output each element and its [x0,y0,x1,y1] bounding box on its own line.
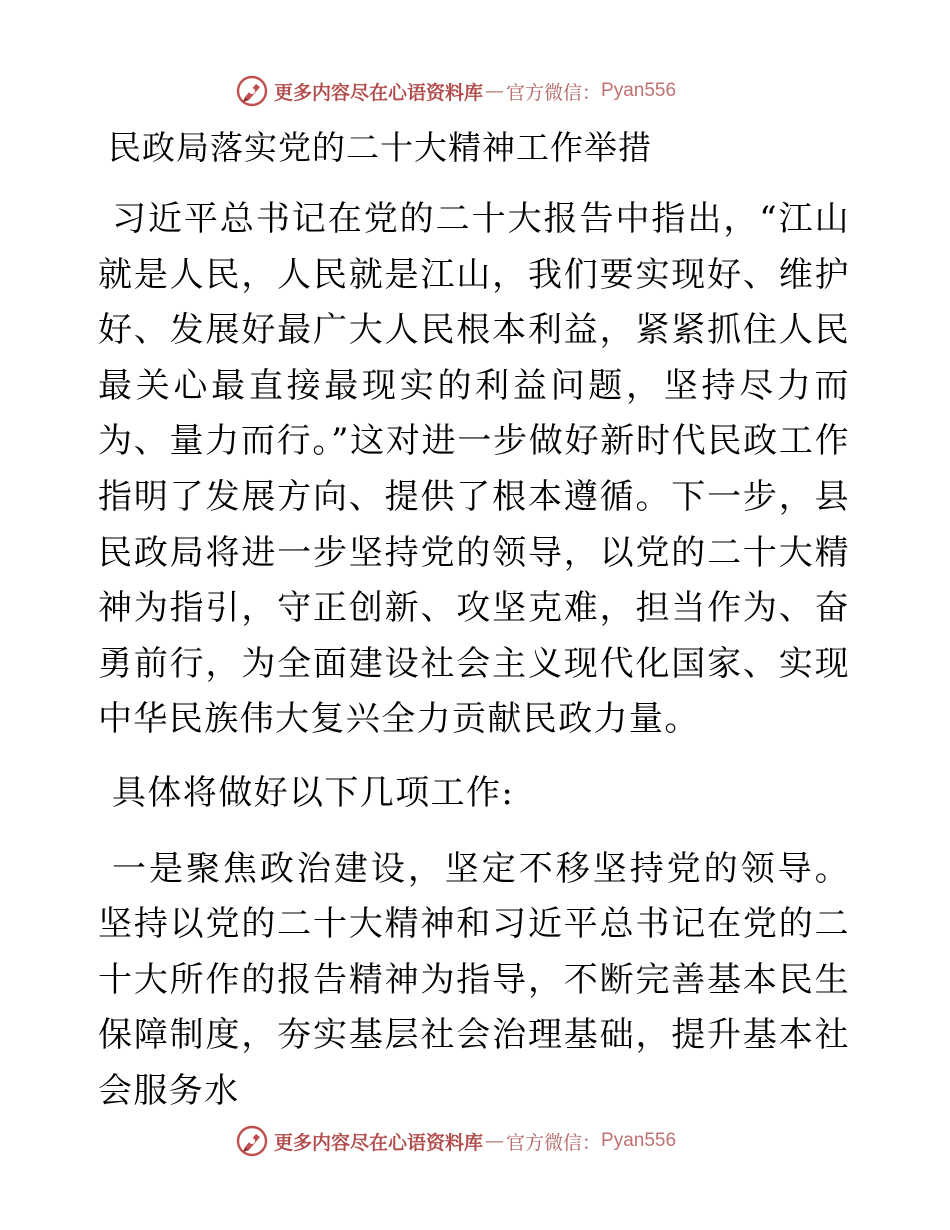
watermark-contact-label: 官方微信： [506,81,602,104]
paragraph-intro: 习近平总书记在党的二十大报告中指出，“江山就是人民，人民就是江山，我们要实现好、维护好、发展好最广大人民根本利益，紧紧抓住人民最关心最直接最现实的利益问题，坚持尽力而为、量力而行。”这对进一步做好新时代民政工作指明了发展方向、提供了根本遵循。下一步，县民政局将进一步坚持党的领导，以党的二十大精神为指引，守正创新、攻坚克难，担当作为、奋勇前行，为全面建设社会主义现代化国家、实现中华民族伟大复兴全力贡献民政力量。 [98,199,850,740]
pen-circle-logo-icon [236,1125,268,1157]
footer-watermark [236,1124,676,1158]
header-watermark [236,74,676,108]
watermark-dash: — [485,80,505,102]
document-title: 民政局落实党的二十大精神工作举措 [108,128,652,167]
watermark-contact-id: Pyan556 [601,80,677,101]
watermark-contact-id: Pyan556 [601,1130,677,1151]
watermark-main-text: 更多内容尽在心语资料库 [274,81,484,104]
watermark-contact-label: 官方微信： [506,1131,602,1154]
watermark-dash: — [485,1130,505,1152]
paragraph-item-one: 一是聚焦政治建设，坚定不移坚持党的领导。坚持以党的二十大精神和习近平总书记在党的二十大所作的报告精神为指导，不断完善基本民生保障制度，夯实基层社会治理基础，提升基本社会服务水 [98,848,850,1111]
paragraph-lead-in: 具体将做好以下几项工作: [112,772,515,813]
watermark-main-text: 更多内容尽在心语资料库 [274,1131,484,1154]
document-body [98,124,850,1138]
pen-circle-logo-icon [236,75,268,107]
